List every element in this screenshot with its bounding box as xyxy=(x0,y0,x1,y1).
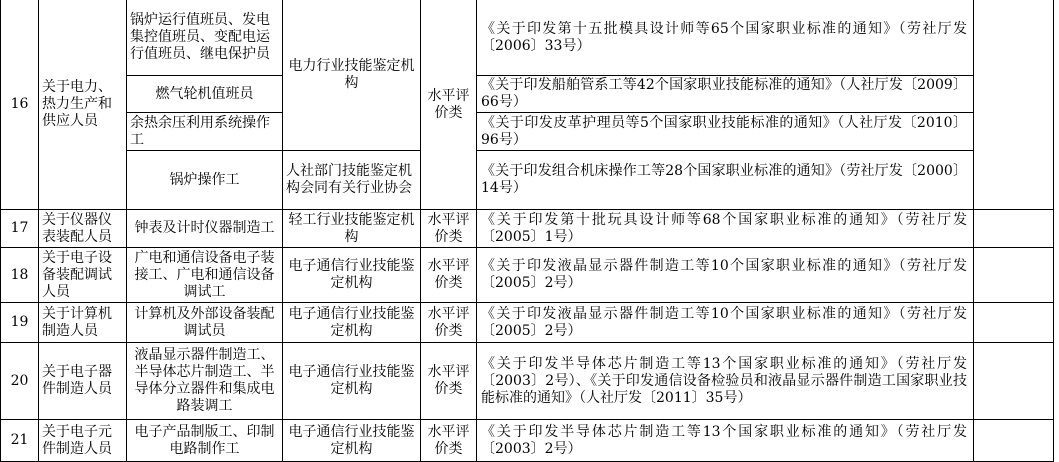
document-cell: 《关于印发半导体芯片制造工等13个国家职业标准的通知》（劳社厅发〔2003〕2号）、《关于印发通信设备检验员和液晶显示器件制造工国家职业技能标准的通知》（人社厅发〔2011〕35号） xyxy=(477,343,974,420)
category-cell: 关于电子器件制造人员 xyxy=(39,343,127,420)
blank-cell xyxy=(974,343,1054,420)
document-cell: 《关于印发皮革护理员等5个国家职业技能标准的通知》（人社厅发〔2010〕96号） xyxy=(477,113,974,151)
occupation-cell: 钟表及计时仪器制造工 xyxy=(127,210,283,248)
document-cell: 《关于印发液晶显示器件制造工等10个国家职业标准的通知》（劳社厅发〔2005〕2号） xyxy=(477,303,974,343)
row-number: 18 xyxy=(1,248,39,303)
document-cell: 《关于印发液晶显示器件制造工等10个国家职业标准的通知》（劳社厅发〔2005〕2号） xyxy=(477,248,974,303)
table-row xyxy=(1,303,1059,343)
table-row xyxy=(1,113,1059,151)
evaluation-type-cell: 水平评价类 xyxy=(421,210,477,248)
table-row xyxy=(1,248,1059,303)
category-cell: 关于电子元件制造人员 xyxy=(39,420,127,462)
right-margin xyxy=(1054,0,1059,462)
category-cell: 关于计算机制造人员 xyxy=(39,303,127,343)
row-number: 21 xyxy=(1,420,39,462)
agency-cell: 电子通信行业技能鉴定机构 xyxy=(283,248,421,303)
occupation-cell: 广电和通信设备电子装接工、广电和通信设备调试工 xyxy=(127,248,283,303)
agency-cell: 电子通信行业技能鉴定机构 xyxy=(283,303,421,343)
blank-cell xyxy=(974,248,1054,303)
occupation-cell: 液晶显示器件制造工、半导体芯片制造工、半导体分立器件和集成电路装调工 xyxy=(127,343,283,420)
table-row xyxy=(1,151,1059,210)
occupation-cell: 燃气轮机值班员 xyxy=(127,76,283,113)
agency-cell: 电力行业技能鉴定机构 xyxy=(283,0,421,151)
row-number: 17 xyxy=(1,210,39,248)
evaluation-type-cell: 水平评价类 xyxy=(421,343,477,420)
table-row xyxy=(1,343,1059,420)
document-cell: 《关于印发半导体芯片制造工等13个国家职业标准的通知》（劳社厅发〔2003〕2号） xyxy=(477,420,974,462)
blank-cell xyxy=(974,210,1054,248)
blank-cell xyxy=(974,420,1054,462)
blank-cell xyxy=(974,0,1054,210)
evaluation-type-cell: 水平评价类 xyxy=(421,0,477,210)
table-row xyxy=(1,420,1059,462)
blank-cell xyxy=(974,303,1054,343)
agency-cell: 电子通信行业技能鉴定机构 xyxy=(283,420,421,462)
document-cell: 《关于印发第十五批模具设计师等65个国家职业标准的通知》（劳社厅发〔2006〕33号） xyxy=(477,0,974,76)
occupation-cell: 锅炉操作工 xyxy=(127,151,283,210)
document-cell: 《关于印发船舶管系工等42个国家职业技能标准的通知》（人社厅发〔2009〕66号） xyxy=(477,76,974,113)
row-number: 19 xyxy=(1,303,39,343)
agency-cell: 轻工行业技能鉴定机构 xyxy=(283,210,421,248)
category-cell: 关于仪器仪表装配人员 xyxy=(39,210,127,248)
evaluation-type-cell: 水平评价类 xyxy=(421,303,477,343)
row-number: 20 xyxy=(1,343,39,420)
occupation-cell: 余热余压利用系统操作工 xyxy=(127,113,283,151)
evaluation-type-cell: 水平评价类 xyxy=(421,420,477,462)
document-cell: 《关于印发第十批玩具设计师等68个国家职业标准的通知》（劳社厅发〔2005〕1号） xyxy=(477,210,974,248)
category-cell: 关于电力、热力生产和供应人员 xyxy=(39,0,127,210)
evaluation-type-cell: 水平评价类 xyxy=(421,248,477,303)
agency-cell: 电子通信行业技能鉴定机构 xyxy=(283,343,421,420)
table-row xyxy=(1,76,1059,113)
table-row xyxy=(1,210,1059,248)
occupation-cell: 计算机及外部设备装配调试员 xyxy=(127,303,283,343)
document-cell: 《关于印发组合机床操作工等28个国家职业标准的通知》（劳社厅发〔2000〕14号） xyxy=(477,151,974,210)
row-number: 16 xyxy=(1,0,39,210)
occupation-cell: 电子产品制版工、印制电路制作工 xyxy=(127,420,283,462)
occupation-cell: 锅炉运行值班员、发电集控值班员、变配电运行值班员、继电保护员 xyxy=(127,0,283,76)
category-cell: 关于电子设备装配调试人员 xyxy=(39,248,127,303)
table-row xyxy=(1,0,1059,76)
agency-cell: 人社部门技能鉴定机构会同有关行业协会 xyxy=(283,151,421,210)
